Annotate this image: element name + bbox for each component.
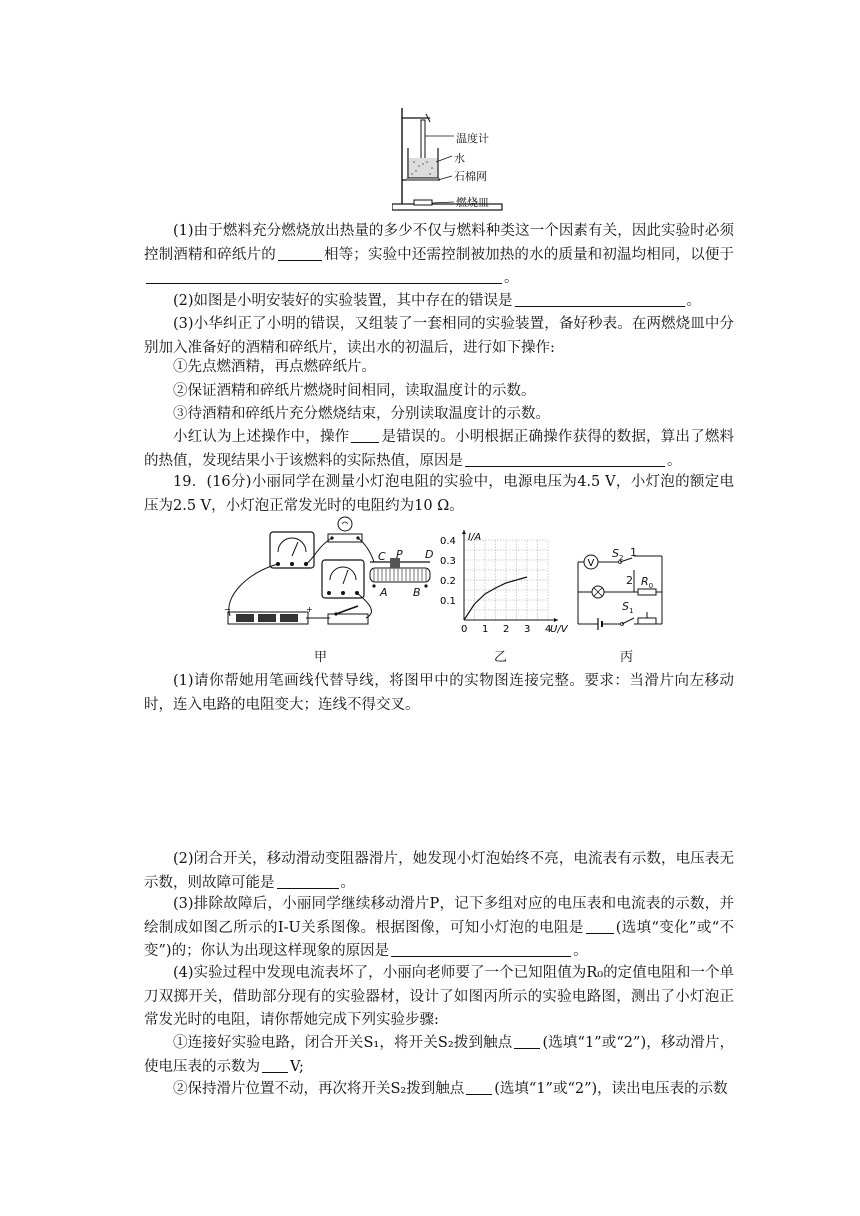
q18-part4: 小红认为上述操作中，操作 是错误的。小明根据正确操作获得的数据，算出了燃料的热值，发现结果小于该燃料的实际热值，原因是 。 xyxy=(144,426,734,473)
x-tick-label: 0 xyxy=(461,624,468,635)
q19-part1: (1)请你帮她用笔画线代替导线，将图甲中的实物图连接完整。要求：当滑片向左移动时，连入电路的电阻变大；连线不得交叉。 xyxy=(144,673,734,713)
battery-icon xyxy=(228,612,308,624)
rheostat-letter-c: C xyxy=(378,550,386,563)
heating-apparatus-figure xyxy=(392,104,512,214)
answer-blank[interactable] xyxy=(466,1078,492,1095)
answer-blank[interactable] xyxy=(465,450,665,467)
y-axis-arrow xyxy=(462,530,466,534)
y-tick-label: 0.2 xyxy=(440,576,456,587)
bing-contact-1: 1 xyxy=(630,546,637,559)
bing-contact-2: 2 xyxy=(626,574,633,587)
q18-part3: (3)小华纠正了小明的错误，又组装了一套相同的实验装置，备好秒表。在两燃烧皿中分别加入准备好的酒精和碎纸片，读出水的初温后，进行如下操作: xyxy=(144,316,734,356)
label-asbestos-net: 石棉网 xyxy=(454,170,487,183)
label-thermometer: 温度计 xyxy=(456,132,489,145)
caption-jia: 甲 xyxy=(314,650,328,665)
answer-blank[interactable] xyxy=(586,917,614,934)
q18-part2: (2)如图是小明安装好的实验装置，其中存在的错误是 。 xyxy=(144,290,734,314)
rheostat-letter-b: B xyxy=(413,586,421,599)
y-tick-label: 0.1 xyxy=(440,596,456,607)
q19-part2: (2)闭合开关，移动滑动变阻器滑片，她发现小灯泡始终不亮，电流表有示数，电压表无示数，则故障可能是 。 xyxy=(144,851,734,891)
answer-blank[interactable] xyxy=(351,426,379,443)
bing-s2-label: $S_2$ xyxy=(612,547,624,563)
rheostat-letter-a: A xyxy=(380,586,388,599)
answer-blank[interactable] xyxy=(262,1056,288,1073)
answer-blank[interactable] xyxy=(277,872,339,889)
bing-r0-label: $R_0$ xyxy=(641,575,654,591)
label-burner-dish: 燃烧皿 xyxy=(456,196,489,209)
q19-intro: 19．(16分)小丽同学在测量小灯泡电阻的实验中，电源电压为4.5 V，小灯泡的额定电压为2.5 V，小灯泡正常发光时的电阻约为10 Ω。 xyxy=(144,474,734,514)
lamp-icon xyxy=(328,517,362,542)
iu-chart xyxy=(440,530,570,640)
x-tick-label: 2 xyxy=(503,624,510,635)
caption-bing: 丙 xyxy=(620,650,634,665)
circuit-physical-figure xyxy=(218,512,440,640)
caption-yi: 乙 xyxy=(494,650,508,665)
switch-icon xyxy=(328,606,368,624)
svg-text:−: − xyxy=(224,605,231,614)
label-water: 水 xyxy=(454,152,465,165)
y-axis-label: I/A xyxy=(468,532,482,543)
answer-blank[interactable] xyxy=(514,1032,540,1049)
y-tick-label: 0.4 xyxy=(440,536,456,547)
answer-blank[interactable] xyxy=(391,940,571,957)
bing-s1-label: $S_1$ xyxy=(622,600,634,616)
q19-part3: (3)排除故障后，小丽同学继续移动滑片P，记下多组对应的电压表和电流表的示数，并绘制成如图乙所示的I-U关系图像。根据图像，可知小灯泡的电阻是 (选填“变化”或“不变”)的；你认为出现这样现象的原因是 。 xyxy=(144,896,734,959)
x-tick-label: 4 xyxy=(545,624,552,635)
y-tick-label: 0.3 xyxy=(440,556,456,567)
q18-step1: ①先点燃酒精，再点燃碎纸片。 xyxy=(173,359,376,375)
rheostat-letter-d: D xyxy=(425,548,434,561)
svg-text:V: V xyxy=(587,558,595,569)
q18-step2: ②保证酒精和碎纸片燃烧时间相同，读取温度计的示数。 xyxy=(173,383,536,399)
answer-blank[interactable] xyxy=(278,244,322,261)
rheostat-letter-p: P xyxy=(396,548,403,561)
voltmeter-icon xyxy=(322,560,364,598)
answer-blank[interactable] xyxy=(515,290,685,307)
x-tick-label: 3 xyxy=(524,624,531,635)
q18-part1: (1)由于燃料充分燃烧放出热量的多少不仅与燃料种类这一个因素有关，因此实验时必须控制酒精和碎纸片的 相等；实验中还需控制被加热的水的质量和初温均相同，以便于。 xyxy=(144,223,735,286)
q19-part4: (4)实验过程中发现电流表坏了，小丽向老师要了一个已知阻值为R₀的定值电阻和一个单刀双掷开关，借助部分现有的实验器材，设计了如图丙所示的实验电路图，测出了小灯泡正常发光时的电阻，请你帮她完成下列实验步骤: xyxy=(144,965,734,1028)
svg-text:+: + xyxy=(306,605,313,614)
x-axis-arrow xyxy=(554,618,558,622)
q19-step2: ②保持滑片位置不动，再次将开关S₂拨到触点 (选填“1”或“2”)，读出电压表的示数 xyxy=(144,1078,734,1102)
x-tick-label: 1 xyxy=(482,624,489,635)
x-axis-label: U/V xyxy=(550,624,568,635)
q19-step1: ①连接好实验电路，闭合开关S₁，将开关S₂拨到触点 (选填“1”或“2”)，移动滑片，使电压表的示数为 V; xyxy=(144,1032,734,1079)
q18-step3: ③待酒精和碎纸片充分燃烧结束，分别读取温度计的示数。 xyxy=(173,406,550,422)
answer-blank[interactable] xyxy=(146,267,502,284)
